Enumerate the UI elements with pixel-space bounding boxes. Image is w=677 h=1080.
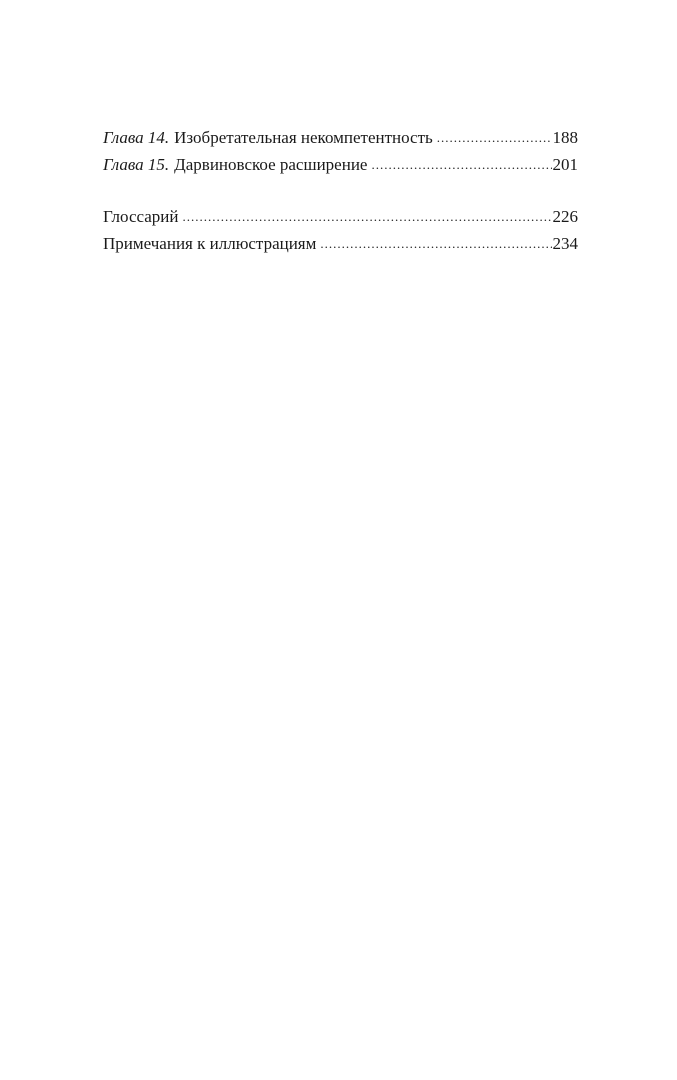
toc-entry-chapter-15[interactable] [103,151,578,178]
table-of-contents [103,124,578,257]
toc-dot-leader [320,230,551,257]
toc-entry-title: Примечания к иллюстрациям [103,234,317,253]
toc-entry-illustration-notes[interactable] [103,230,578,257]
toc-entry-title: Глоссарий [103,207,179,226]
toc-dot-leader [437,124,552,151]
toc-entry-title: Изобретательная некомпетентность [174,128,433,147]
toc-entry-prefix: Глава 14. [103,128,170,147]
toc-chapters-group [103,124,578,178]
toc-entry-page-number: 226 [552,207,578,226]
toc-entry-prefix: Глава 15. [103,155,170,174]
toc-dot-leader [371,151,551,178]
toc-entry-glossary[interactable] [103,203,578,230]
toc-back-matter-group [103,203,578,257]
toc-entry-page-number: 234 [552,234,578,253]
toc-entry-chapter-14[interactable] [103,124,578,151]
toc-dot-leader [183,203,552,230]
toc-entry-page-number: 188 [552,128,578,147]
toc-entry-title: Дарвиновское расширение [174,155,368,174]
toc-entry-page-number: 201 [552,155,578,174]
